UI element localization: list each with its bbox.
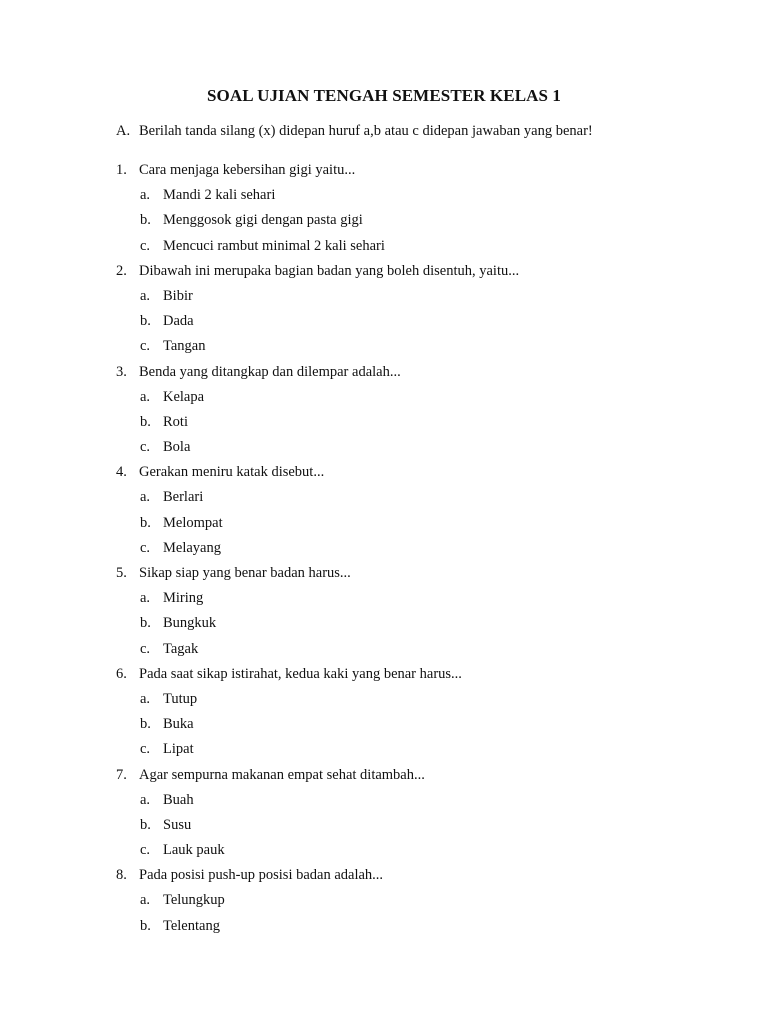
option-letter: a. [140,690,151,707]
question-number: 5. [116,565,127,581]
option-text: Buah [163,791,194,808]
option-text: Susu [163,816,192,833]
question-number: 8. [116,867,127,884]
question-line [116,662,736,687]
option-letter: c. [140,842,151,859]
option-list [116,788,736,864]
answer-option [140,536,736,561]
question-line [116,561,736,586]
option-text: Bola [163,439,191,456]
answer-option [140,511,736,536]
question-list [116,158,736,939]
option-letter: a. [140,791,151,808]
question-item [116,863,736,939]
option-text: Melayang [163,539,221,556]
option-list [116,888,736,938]
answer-option [140,888,736,913]
question-number: 6. [116,665,127,682]
option-letter: b. [140,413,151,430]
option-letter: c. [140,640,151,657]
question-item [116,460,736,561]
question-text: Agar sempurna makanan empat sehat ditambah... [139,766,425,783]
question-item [116,360,736,461]
option-text: Miring [163,590,204,607]
question-item [116,763,736,864]
option-text: Telentang [163,917,220,934]
question-line [116,360,736,385]
answer-option [140,838,736,863]
option-text: Kelapa [163,388,205,405]
option-letter: a. [140,489,151,506]
option-list [116,586,736,662]
answer-option [140,586,736,611]
option-letter: b. [140,514,151,531]
option-text: Lauk pauk [163,842,225,859]
question-line [116,460,736,485]
question-text: Pada saat sikap istirahat, kedua kaki yang benar harus... [139,665,462,682]
option-letter: c. [140,338,151,355]
option-list [116,385,736,461]
option-letter: a. [140,388,151,405]
option-text: Mandi 2 kali sehari [163,187,276,204]
option-text: Melompat [163,514,223,531]
option-letter: a. [140,590,151,607]
option-letter: a. [140,892,151,909]
answer-option [140,284,736,309]
option-text: Telungkup [163,892,225,909]
option-list [116,485,736,561]
answer-option [140,611,736,636]
answer-option [140,385,736,410]
option-text: Lipat [163,741,194,758]
question-text: Benda yang ditangkap dan dilempar adalah... [139,363,401,380]
answer-option [140,234,736,259]
question-line [116,763,736,788]
question-item [116,259,736,360]
section-instruction [116,121,736,141]
option-text: Buka [163,716,194,733]
option-letter: b. [140,212,151,229]
question-line [116,863,736,888]
question-item [116,662,736,763]
option-letter: b. [140,716,151,733]
option-text: Menggosok gigi dengan pasta gigi [163,212,363,229]
option-letter: c. [140,439,151,456]
question-text: Sikap siap yang benar badan harus... [139,565,351,581]
answer-option [140,813,736,838]
option-letter: c. [140,237,151,254]
answer-option [140,435,736,460]
option-letter: a. [140,287,151,304]
question-text: Pada posisi push-up posisi badan adalah... [139,867,384,884]
question-number: 2. [116,262,127,279]
question-number: 7. [116,766,127,783]
answer-option [140,485,736,510]
instruction-text: Berilah tanda silang (x) didepan huruf a,b atau c didepan jawaban yang benar! [139,123,593,139]
option-letter: a. [140,187,151,204]
answer-option [140,914,736,939]
question-text: Gerakan meniru katak disebut... [139,464,325,481]
question-number: 4. [116,464,127,481]
answer-option [140,788,736,813]
answer-option [140,712,736,737]
option-text: Berlari [163,489,204,506]
option-text: Roti [163,413,188,430]
option-letter: b. [140,313,151,330]
option-list [116,284,736,360]
option-text: Tutup [163,690,198,707]
answer-option [140,687,736,712]
option-letter: b. [140,816,151,833]
answer-option [140,183,736,208]
question-number: 1. [116,162,127,178]
answer-option [140,637,736,662]
option-letter: b. [140,615,151,632]
question-line [116,259,736,284]
option-letter: b. [140,917,151,934]
answer-option [140,410,736,435]
option-letter: c. [140,539,151,556]
option-text: Dada [163,313,194,330]
section-letter: A. [116,123,131,139]
option-text: Tagak [163,640,199,657]
question-text: Dibawah ini merupaka bagian badan yang boleh disentuh, yaitu... [139,262,520,279]
question-number: 3. [116,363,127,380]
exam-title: SOAL UJIAN TENGAH SEMESTER KELAS 1 [206,86,562,105]
question-text: Cara menjaga kebersihan gigi yaitu... [139,162,356,178]
option-text: Tangan [163,338,206,355]
answer-option [140,334,736,359]
option-text: Bungkuk [163,615,217,632]
option-text: Mencuci rambut minimal 2 kali sehari [163,237,385,254]
option-letter: c. [140,741,151,758]
option-list [116,687,736,763]
question-line [116,158,736,183]
answer-option [140,309,736,334]
answer-option [140,208,736,233]
option-list [116,183,736,259]
question-item [116,158,736,259]
option-text: Bibir [163,287,193,304]
question-item [116,561,736,662]
answer-option [140,737,736,762]
